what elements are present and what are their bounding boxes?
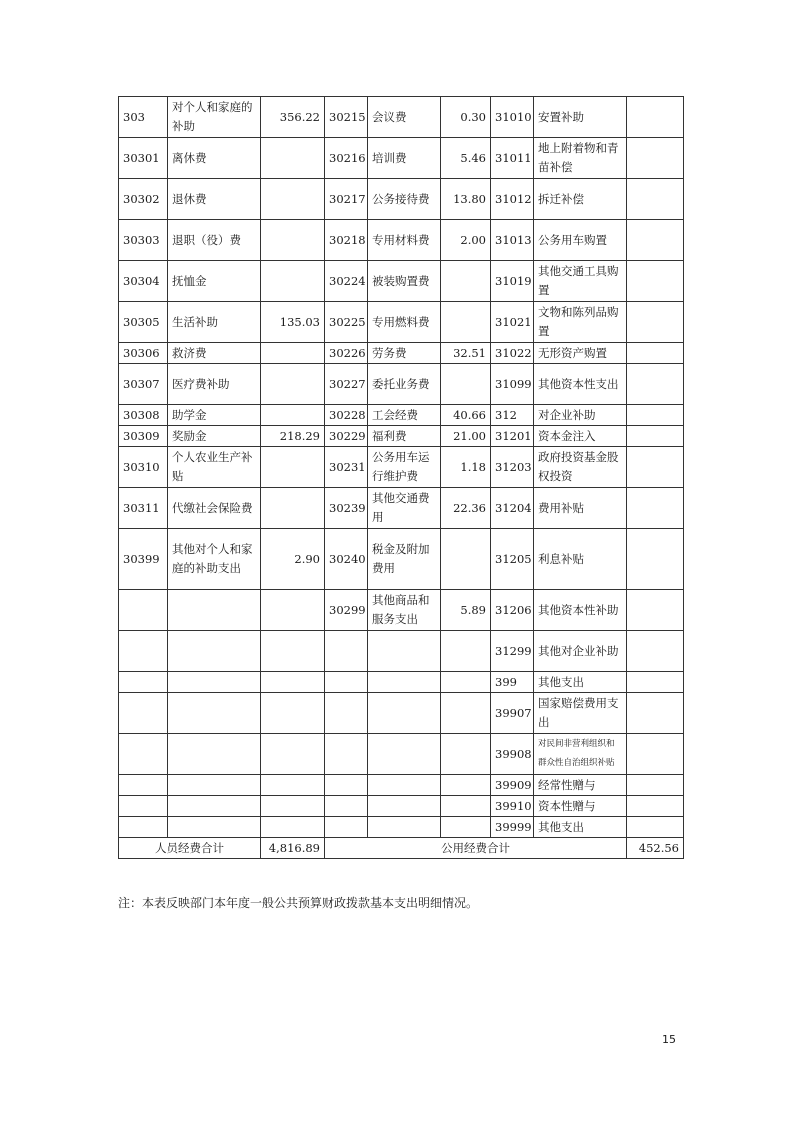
col1-amount bbox=[261, 672, 325, 693]
table-row bbox=[119, 631, 684, 672]
table-row bbox=[119, 364, 684, 405]
col2-name: 劳务费 bbox=[368, 343, 441, 364]
personnel-total-label: 人员经费合计 bbox=[119, 838, 261, 859]
col2-code bbox=[325, 775, 368, 796]
table-row bbox=[119, 775, 684, 796]
col3-amount bbox=[627, 426, 684, 447]
col2-code: 30217 bbox=[325, 179, 368, 220]
col3-code: 31010 bbox=[491, 97, 534, 138]
col1-amount bbox=[261, 261, 325, 302]
col2-name: 委托业务费 bbox=[368, 364, 441, 405]
col1-name: 奖励金 bbox=[168, 426, 261, 447]
col1-code bbox=[119, 672, 168, 693]
col2-code: 30216 bbox=[325, 138, 368, 179]
col3-name: 国家赔偿费用支出 bbox=[534, 693, 627, 734]
col3-name: 利息补贴 bbox=[534, 529, 627, 590]
col3-amount bbox=[627, 529, 684, 590]
col3-name: 资本性赠与 bbox=[534, 796, 627, 817]
col1-code: 30304 bbox=[119, 261, 168, 302]
col1-code: 30303 bbox=[119, 220, 168, 261]
col1-code: 30305 bbox=[119, 302, 168, 343]
col1-code bbox=[119, 590, 168, 631]
col1-name: 代缴社会保险费 bbox=[168, 488, 261, 529]
col2-amount: 5.89 bbox=[441, 590, 491, 631]
col1-name: 个人农业生产补贴 bbox=[168, 447, 261, 488]
col3-code: 31019 bbox=[491, 261, 534, 302]
col3-amount bbox=[627, 405, 684, 426]
col1-amount bbox=[261, 447, 325, 488]
totals-row bbox=[119, 838, 684, 859]
table-row bbox=[119, 672, 684, 693]
col2-amount: 21.00 bbox=[441, 426, 491, 447]
col2-code bbox=[325, 734, 368, 775]
expenditure-detail-table bbox=[118, 96, 684, 859]
col2-name: 公务用车运行维护费 bbox=[368, 447, 441, 488]
col2-name bbox=[368, 734, 441, 775]
col2-amount bbox=[441, 302, 491, 343]
col3-code: 39910 bbox=[491, 796, 534, 817]
table-row bbox=[119, 488, 684, 529]
table-row bbox=[119, 343, 684, 364]
col3-code: 31299 bbox=[491, 631, 534, 672]
col1-name: 医疗费补助 bbox=[168, 364, 261, 405]
col1-code: 30302 bbox=[119, 179, 168, 220]
col1-code bbox=[119, 775, 168, 796]
col1-code bbox=[119, 796, 168, 817]
public-total-label: 公用经费合计 bbox=[325, 838, 627, 859]
col3-amount bbox=[627, 796, 684, 817]
col2-code: 30299 bbox=[325, 590, 368, 631]
col3-code: 31013 bbox=[491, 220, 534, 261]
col3-name: 文物和陈列品购置 bbox=[534, 302, 627, 343]
col3-amount bbox=[627, 261, 684, 302]
col2-code bbox=[325, 631, 368, 672]
col3-amount bbox=[627, 775, 684, 796]
col3-code: 31099 bbox=[491, 364, 534, 405]
table-row bbox=[119, 138, 684, 179]
col2-code: 30224 bbox=[325, 261, 368, 302]
col1-amount bbox=[261, 343, 325, 364]
col1-amount bbox=[261, 220, 325, 261]
col3-amount bbox=[627, 590, 684, 631]
col1-name: 助学金 bbox=[168, 405, 261, 426]
col1-amount bbox=[261, 138, 325, 179]
col1-name: 对个人和家庭的补助 bbox=[168, 97, 261, 138]
table-row bbox=[119, 529, 684, 590]
col3-amount bbox=[627, 97, 684, 138]
col2-name: 会议费 bbox=[368, 97, 441, 138]
col3-amount bbox=[627, 817, 684, 838]
table-note: 注：本表反映部门本年度一般公共预算财政拨款基本支出明细情况。 bbox=[118, 896, 479, 910]
col2-amount bbox=[441, 775, 491, 796]
col3-name: 对民间非营利组织和群众性自治组织补贴 bbox=[534, 734, 627, 775]
col2-code: 30225 bbox=[325, 302, 368, 343]
col3-code: 39907 bbox=[491, 693, 534, 734]
col3-code: 399 bbox=[491, 672, 534, 693]
col2-name bbox=[368, 672, 441, 693]
col1-amount: 218.29 bbox=[261, 426, 325, 447]
col3-code: 31022 bbox=[491, 343, 534, 364]
col1-name bbox=[168, 817, 261, 838]
col1-amount bbox=[261, 631, 325, 672]
col2-code bbox=[325, 693, 368, 734]
col3-name: 其他对企业补助 bbox=[534, 631, 627, 672]
col2-amount bbox=[441, 734, 491, 775]
col1-code: 30301 bbox=[119, 138, 168, 179]
col2-name: 工会经费 bbox=[368, 405, 441, 426]
col2-code: 30228 bbox=[325, 405, 368, 426]
personnel-total-value: 4,816.89 bbox=[261, 838, 325, 859]
col1-amount bbox=[261, 734, 325, 775]
col2-amount bbox=[441, 693, 491, 734]
col3-code: 39909 bbox=[491, 775, 534, 796]
col3-code: 31203 bbox=[491, 447, 534, 488]
col1-code: 30306 bbox=[119, 343, 168, 364]
col2-name: 公务接待费 bbox=[368, 179, 441, 220]
table-row bbox=[119, 97, 684, 138]
col3-amount bbox=[627, 672, 684, 693]
col1-code bbox=[119, 734, 168, 775]
table-row bbox=[119, 426, 684, 447]
col3-amount bbox=[627, 343, 684, 364]
col2-name: 福利费 bbox=[368, 426, 441, 447]
col1-amount bbox=[261, 405, 325, 426]
col1-code: 303 bbox=[119, 97, 168, 138]
col3-amount bbox=[627, 734, 684, 775]
col1-name: 生活补助 bbox=[168, 302, 261, 343]
col1-code: 30308 bbox=[119, 405, 168, 426]
col2-amount bbox=[441, 529, 491, 590]
col3-amount bbox=[627, 302, 684, 343]
col1-amount bbox=[261, 693, 325, 734]
col2-name: 培训费 bbox=[368, 138, 441, 179]
col2-name: 其他商品和服务支出 bbox=[368, 590, 441, 631]
col1-name bbox=[168, 796, 261, 817]
col1-name bbox=[168, 693, 261, 734]
col2-code: 30240 bbox=[325, 529, 368, 590]
col3-amount bbox=[627, 220, 684, 261]
col2-amount bbox=[441, 672, 491, 693]
table-row bbox=[119, 405, 684, 426]
col1-name bbox=[168, 631, 261, 672]
col3-amount bbox=[627, 693, 684, 734]
col3-amount bbox=[627, 138, 684, 179]
table-row bbox=[119, 302, 684, 343]
col2-code: 30231 bbox=[325, 447, 368, 488]
col1-name: 退休费 bbox=[168, 179, 261, 220]
page-number: 15 bbox=[662, 1033, 676, 1046]
col2-name bbox=[368, 775, 441, 796]
col2-name bbox=[368, 693, 441, 734]
col1-code: 30399 bbox=[119, 529, 168, 590]
col3-name: 拆迁补偿 bbox=[534, 179, 627, 220]
col3-name: 公务用车购置 bbox=[534, 220, 627, 261]
col3-code: 31012 bbox=[491, 179, 534, 220]
col2-code bbox=[325, 796, 368, 817]
col1-name bbox=[168, 672, 261, 693]
table-row bbox=[119, 447, 684, 488]
public-total-value: 452.56 bbox=[627, 838, 684, 859]
col1-name: 离休费 bbox=[168, 138, 261, 179]
col2-code: 30227 bbox=[325, 364, 368, 405]
table-row bbox=[119, 817, 684, 838]
table-row bbox=[119, 590, 684, 631]
col2-amount: 5.46 bbox=[441, 138, 491, 179]
col2-amount: 32.51 bbox=[441, 343, 491, 364]
col3-name: 其他支出 bbox=[534, 672, 627, 693]
table-row bbox=[119, 220, 684, 261]
col1-name: 救济费 bbox=[168, 343, 261, 364]
col1-amount: 2.90 bbox=[261, 529, 325, 590]
col3-code: 31204 bbox=[491, 488, 534, 529]
col3-code: 312 bbox=[491, 405, 534, 426]
col1-code bbox=[119, 631, 168, 672]
col2-code bbox=[325, 817, 368, 838]
col2-name: 专用燃料费 bbox=[368, 302, 441, 343]
col2-name: 税金及附加费用 bbox=[368, 529, 441, 590]
col1-name: 退职（役）费 bbox=[168, 220, 261, 261]
col2-amount bbox=[441, 364, 491, 405]
col3-amount bbox=[627, 488, 684, 529]
col2-code: 30226 bbox=[325, 343, 368, 364]
col2-amount bbox=[441, 261, 491, 302]
col1-name bbox=[168, 734, 261, 775]
table-row bbox=[119, 734, 684, 775]
col2-name: 被装购置费 bbox=[368, 261, 441, 302]
col2-amount: 2.00 bbox=[441, 220, 491, 261]
col1-amount: 135.03 bbox=[261, 302, 325, 343]
col3-name: 费用补贴 bbox=[534, 488, 627, 529]
col2-amount: 1.18 bbox=[441, 447, 491, 488]
col1-amount bbox=[261, 364, 325, 405]
col1-code bbox=[119, 817, 168, 838]
col2-name: 其他交通费用 bbox=[368, 488, 441, 529]
col1-name bbox=[168, 590, 261, 631]
col2-code: 30229 bbox=[325, 426, 368, 447]
col2-amount bbox=[441, 631, 491, 672]
table-row bbox=[119, 796, 684, 817]
col1-code: 30310 bbox=[119, 447, 168, 488]
col3-name: 资本金注入 bbox=[534, 426, 627, 447]
col3-name: 其他交通工具购置 bbox=[534, 261, 627, 302]
col3-name: 对企业补助 bbox=[534, 405, 627, 426]
col3-name: 其他支出 bbox=[534, 817, 627, 838]
col2-amount: 0.30 bbox=[441, 97, 491, 138]
col3-amount bbox=[627, 364, 684, 405]
col3-name: 地上附着物和青苗补偿 bbox=[534, 138, 627, 179]
col1-amount bbox=[261, 775, 325, 796]
table-row bbox=[119, 693, 684, 734]
col2-name bbox=[368, 631, 441, 672]
col2-code bbox=[325, 672, 368, 693]
col2-amount bbox=[441, 796, 491, 817]
col1-amount bbox=[261, 590, 325, 631]
col1-code: 30307 bbox=[119, 364, 168, 405]
col3-name: 其他资本性补助 bbox=[534, 590, 627, 631]
col3-amount bbox=[627, 631, 684, 672]
col1-amount bbox=[261, 488, 325, 529]
col3-code: 39999 bbox=[491, 817, 534, 838]
table-body bbox=[119, 97, 684, 859]
col1-amount bbox=[261, 796, 325, 817]
col3-code: 31021 bbox=[491, 302, 534, 343]
col3-name: 安置补助 bbox=[534, 97, 627, 138]
col1-amount: 356.22 bbox=[261, 97, 325, 138]
col1-amount bbox=[261, 179, 325, 220]
col3-code: 31205 bbox=[491, 529, 534, 590]
table-row bbox=[119, 261, 684, 302]
col2-code: 30239 bbox=[325, 488, 368, 529]
col3-code: 31011 bbox=[491, 138, 534, 179]
col3-amount bbox=[627, 447, 684, 488]
col2-code: 30218 bbox=[325, 220, 368, 261]
col1-code bbox=[119, 693, 168, 734]
col1-name: 抚恤金 bbox=[168, 261, 261, 302]
col3-name: 无形资产购置 bbox=[534, 343, 627, 364]
col1-name bbox=[168, 775, 261, 796]
table-row bbox=[119, 179, 684, 220]
col3-name: 经常性赠与 bbox=[534, 775, 627, 796]
col2-amount bbox=[441, 817, 491, 838]
col2-amount: 40.66 bbox=[441, 405, 491, 426]
col2-code: 30215 bbox=[325, 97, 368, 138]
col2-amount: 13.80 bbox=[441, 179, 491, 220]
col3-code: 31201 bbox=[491, 426, 534, 447]
col1-name: 其他对个人和家庭的补助支出 bbox=[168, 529, 261, 590]
col2-name: 专用材料费 bbox=[368, 220, 441, 261]
col3-amount bbox=[627, 179, 684, 220]
col1-code: 30311 bbox=[119, 488, 168, 529]
col3-name: 政府投资基金股权投资 bbox=[534, 447, 627, 488]
col2-name bbox=[368, 796, 441, 817]
col3-code: 31206 bbox=[491, 590, 534, 631]
col3-code: 39908 bbox=[491, 734, 534, 775]
col1-amount bbox=[261, 817, 325, 838]
col3-name: 其他资本性支出 bbox=[534, 364, 627, 405]
col2-amount: 22.36 bbox=[441, 488, 491, 529]
col2-name bbox=[368, 817, 441, 838]
col1-code: 30309 bbox=[119, 426, 168, 447]
